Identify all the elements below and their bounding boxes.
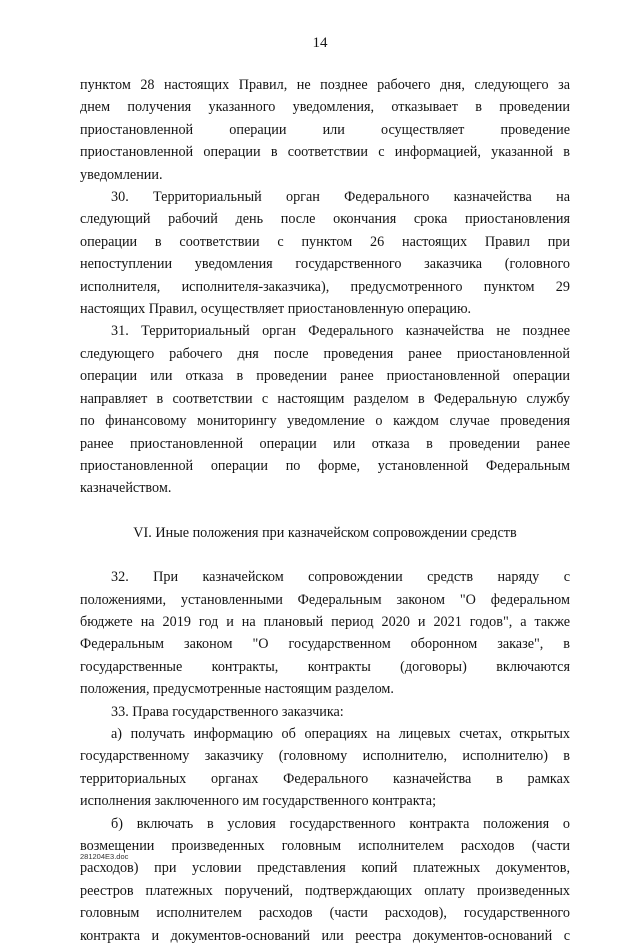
document-file-reference: 281204E3.doc: [80, 852, 129, 861]
text-line: положения, предусмотренные настоящим разделом.: [80, 681, 394, 698]
text-line: приостановленной операции или осуществляет проведение: [80, 121, 570, 138]
paragraph-30: [80, 186, 570, 320]
text-line: приостановленной операции по форме, установленной Федеральным: [80, 457, 570, 474]
text-line: государственному заказчику (головному исполнителю, исполнителю) в: [80, 748, 570, 765]
text-line: 30. Территориальный орган Федерального казначейства на: [111, 189, 570, 206]
text-line: реестров платежных поручений, подтверждающих оплату произведенных: [80, 882, 570, 899]
text-line: операции в соответствии с пунктом 26 настоящих Правил при: [80, 233, 570, 250]
text-line: следующий рабочий день после окончания срока приостановления: [80, 211, 570, 228]
text-line: настоящих Правил, осуществляет приостановленную операцию.: [80, 301, 472, 318]
text-line: возмещении произведенных головным исполнителем расходов (части: [80, 838, 570, 854]
paragraph-continuation: [80, 74, 570, 186]
text-line: государственные контракты, контракты (договоры) включаются: [80, 658, 570, 675]
text-line: непоступлении уведомления государственного заказчика (головного: [80, 256, 570, 273]
text-line: бюджете на 2019 год и на плановый период 2020 и 2021 годов", а также: [80, 613, 570, 630]
text-line: направляет в соответствии с настоящим разделом в Федеральную службу: [80, 390, 570, 407]
document-body: [80, 74, 570, 947]
text-line: 33. Права государственного заказчика:: [111, 703, 344, 720]
text-line: исполнения заключенного им государственного контракта;: [80, 793, 437, 810]
section-heading: VI. Иные положения при казначейском сопровождении средств: [133, 524, 517, 541]
text-line: б) включать в условия государственного контракта положения о: [111, 815, 570, 832]
text-line: уведомлении.: [80, 166, 163, 183]
text-line: головным исполнителем расходов (части расходов), государственного: [80, 905, 570, 922]
paragraph-32: [80, 566, 570, 700]
text-line: по финансовому мониторингу уведомление о каждом случае проведения: [80, 413, 570, 430]
text-line: днем получения указанного уведомления, отказывает в проведении: [80, 99, 570, 116]
text-line: приостановленной операции в соответствии с информацией, указанной в: [80, 144, 570, 161]
paragraph-31: [80, 320, 570, 499]
text-line: Федеральным законом "О государственном оборонном заказе", в: [80, 636, 570, 653]
text-line: казначейством.: [80, 480, 172, 497]
paragraph-33-a: [80, 723, 570, 813]
text-line: а) получать информацию об операциях на лицевых счетах, открытых: [111, 725, 570, 742]
text-line: ранее приостановленной операции или отказа в проведении ранее: [80, 435, 570, 452]
text-line: пунктом 28 настоящих Правил, не позднее рабочего дня, следующего за: [80, 77, 570, 93]
text-line: положениями, установленными Федеральным законом "О федеральном: [80, 591, 570, 608]
text-line: следующего рабочего дня после проведения ранее приостановленной: [80, 345, 570, 362]
page-number: 14: [312, 35, 328, 51]
paragraph-33-b: [80, 813, 570, 947]
text-line: исполнителя, исполнителя-заказчика), предусмотренного пунктом 29: [80, 278, 570, 295]
text-line: расходов) при условии представления копий платежных документов,: [80, 860, 570, 877]
text-line: контракта и документов-оснований или реестра документов-оснований с: [80, 927, 570, 944]
text-line: 32. При казначейском сопровождении средств наряду с: [111, 569, 570, 586]
text-line: территориальных органах Федерального казначейства в рамках: [80, 770, 570, 787]
text-line: 31. Территориальный орган Федерального казначейства не позднее: [111, 323, 570, 340]
paragraph-33: [80, 701, 570, 723]
text-line: операции или отказа в проведении ранее приостановленной операции: [80, 368, 570, 385]
